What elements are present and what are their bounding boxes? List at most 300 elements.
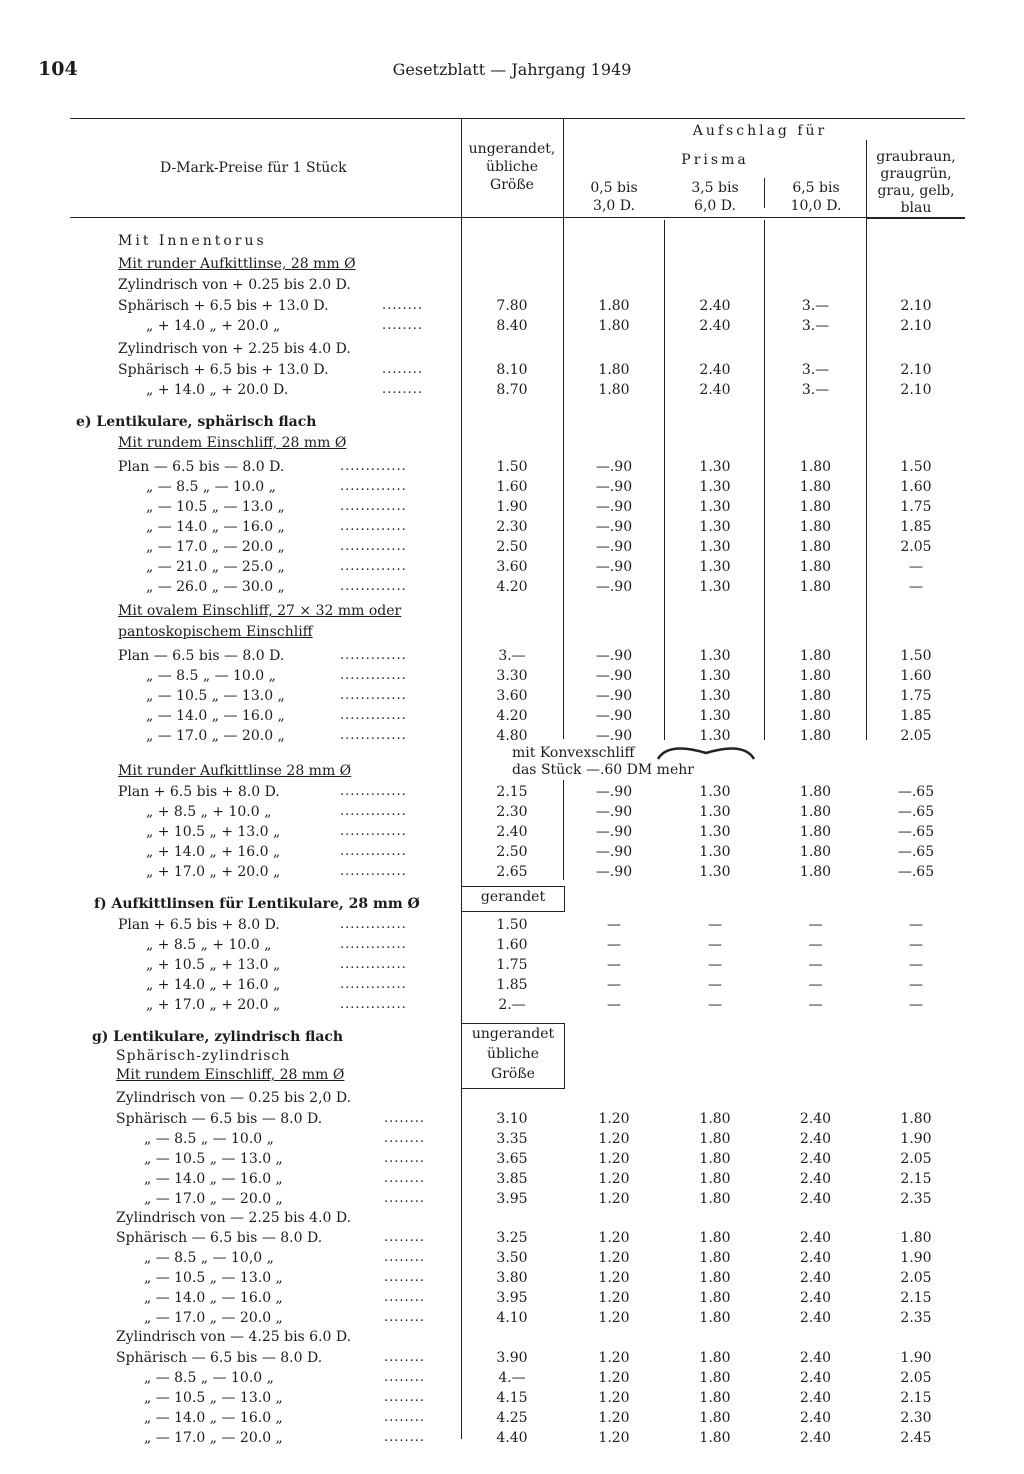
section-e-title: e) Lentikulare, sphärisch flach [76,414,317,430]
cell-value: 1.80 [799,648,832,664]
cell-value: 2.35 [900,1310,932,1326]
cell-value: 1.20 [598,1430,630,1446]
cell-value: — [708,937,722,953]
page-title: Gesetzblatt — Jahrgang 1949 [392,60,632,79]
cell-value: 8.10 [496,362,528,378]
cell-value: — [909,917,923,933]
leader-dots: ............. [340,804,407,819]
row-label: „ + 17.0 „ + 20.0 „ [146,864,281,880]
row-label: „ + 14.0 „ + 20.0 „ [146,318,281,334]
cell-value: 1.80 [699,1191,731,1207]
header-prisma-3: 6,5 bis 10,0 D. [790,180,842,214]
row-label: „ — 21.0 „ — 25.0 „ [146,559,285,575]
cell-value: —.65 [897,784,935,800]
leader-dots: ............. [340,559,407,574]
cell-value: 1.30 [699,844,731,860]
leader-dots: ............. [340,479,407,494]
row-label: „ — 17.0 „ — 20.0 „ [144,1430,283,1446]
cell-value: — [909,957,923,973]
cell-value: —.90 [595,824,633,840]
row-label: „ + 14.0 „ + 20.0 D. [146,382,289,398]
cell-value: 1.80 [799,479,832,495]
cell-value: 1.80 [799,459,832,475]
leader-dots: ........ [384,1310,426,1325]
cell-value: —.90 [595,539,633,555]
cell-value: 2.40 [799,1430,832,1446]
cell-value: 1.60 [900,479,932,495]
cell-value: 2.05 [900,539,932,555]
cell-value: 1.80 [799,559,832,575]
cell-value: 3.85 [496,1171,528,1187]
cell-value: 1.80 [598,362,630,378]
cell-value: 1.30 [699,479,731,495]
cell-value: — [808,997,823,1013]
cell-value: 3.25 [496,1230,528,1246]
leader-dots: ........ [384,1230,426,1245]
row-label: Plan — 6.5 bis — 8.0 D. [118,459,285,475]
section-e-sub3: Mit runder Aufkittlinse 28 mm Ø [118,763,352,779]
cell-value: 3.60 [496,559,528,575]
cell-value: 3.10 [496,1111,528,1127]
leader-dots: ............. [340,579,407,594]
cell-value: 1.20 [598,1350,630,1366]
leader-dots: ............. [340,917,407,932]
section-d-sub: Mit runder Aufkittlinse, 28 mm Ø [118,256,356,272]
cell-value: 1.80 [699,1131,731,1147]
cell-value: — [909,977,923,993]
cell-value: 2.15 [496,784,528,800]
cell-value: 3.95 [496,1191,528,1207]
leader-dots: ........ [382,298,424,313]
header-top-rule [70,118,965,119]
cell-value: 1.30 [699,539,731,555]
cell-value: 3.— [498,648,526,664]
cell-value: 1.30 [699,824,731,840]
cell-value: 1.75 [496,957,528,973]
cell-value: 1.50 [496,459,528,475]
cell-value: 1.80 [699,1430,731,1446]
cell-value: 1.80 [799,844,832,860]
cell-value: 1.20 [598,1390,630,1406]
cell-value: 8.40 [496,318,528,334]
cell-value: — [909,579,923,595]
cell-value: — [708,957,722,973]
cell-value: 1.75 [900,688,932,704]
cell-value: 1.20 [598,1310,630,1326]
row-label: „ — 8.5 „ — 10.0 „ [146,479,276,495]
cell-value: —.90 [595,844,633,860]
leader-dots: ........ [384,1370,426,1385]
row-label: „ — 8.5 „ — 10.0 „ [146,668,276,684]
cell-value: —.90 [595,519,633,535]
leader-dots: ............. [340,957,407,972]
cell-value: —.90 [595,579,633,595]
cell-value: 1.30 [699,708,731,724]
cell-value: 1.20 [598,1171,630,1187]
cell-value: —.90 [595,728,633,744]
cell-value: 4.10 [496,1310,528,1326]
cell-value: 1.80 [799,668,832,684]
cell-value: 2.— [498,997,526,1013]
cell-value: 2.40 [799,1290,832,1306]
cell-value: 2.05 [900,1270,932,1286]
cell-value: 1.80 [900,1230,932,1246]
row-label: „ — 26.0 „ — 30.0 „ [146,579,285,595]
row-label: Sphärisch + 6.5 bis + 13.0 D. [118,298,329,314]
cell-value: 2.40 [799,1111,832,1127]
cell-value: —.90 [595,648,633,664]
cell-value: 2.40 [799,1350,832,1366]
cell-value: 3.35 [496,1131,528,1147]
cell-value: 1.90 [496,499,528,515]
row-label: Sphärisch — 6.5 bis — 8.0 D. [116,1111,323,1127]
leader-dots: ............. [340,519,407,534]
cell-value: 2.05 [900,728,932,744]
row-label: „ — 10.5 „ — 13.0 „ [144,1151,283,1167]
cell-value: 1.80 [699,1171,731,1187]
cell-value: 3.90 [496,1350,528,1366]
leader-dots: ........ [384,1111,426,1126]
cell-value: 2.40 [699,382,731,398]
leader-dots: ........ [384,1410,426,1425]
cell-value: 1.80 [699,1151,731,1167]
section-f-title: f) Aufkittlinsen für Lentikulare, 28 mm Ø [94,896,420,912]
cell-value: 1.20 [598,1370,630,1386]
cell-value: — [708,977,722,993]
cell-value: — [909,997,923,1013]
leader-dots: ........ [384,1290,426,1305]
cell-value: 2.40 [799,1310,832,1326]
cell-value: — [808,917,823,933]
cell-value: 2.10 [900,298,932,314]
cell-value: 1.30 [699,519,731,535]
cell-value: 1.80 [699,1390,731,1406]
cell-value: —.90 [595,784,633,800]
cell-value: 1.30 [699,864,731,880]
row-label: „ — 8.5 „ — 10,0 „ [144,1250,274,1266]
leader-dots: ............. [340,824,407,839]
cell-value: 1.80 [799,688,832,704]
cell-value: 1.80 [699,1230,731,1246]
cell-value: 2.40 [799,1230,832,1246]
cell-value: 2.40 [799,1171,832,1187]
row-label: „ — 10.5 „ — 13.0 „ [146,499,285,515]
leader-dots: ............. [340,728,407,743]
cell-value: 1.80 [799,579,832,595]
header-prisma-1: 0,5 bis 3,0 D. [590,180,638,214]
cell-value: 2.40 [799,1390,832,1406]
cell-value: 1.30 [699,728,731,744]
cell-value: —.90 [595,688,633,704]
cell-value: 2.40 [699,298,731,314]
cell-value: 1.90 [900,1250,932,1266]
cell-value: 2.40 [799,1250,832,1266]
aufschlag-rule [866,218,965,219]
cell-value: 2.10 [900,382,932,398]
row-label: Plan + 6.5 bis + 8.0 D. [118,784,280,800]
cell-value: 1.80 [799,708,832,724]
row-label: „ — 17.0 „ — 20.0 „ [144,1310,283,1326]
cell-value: 1.75 [900,499,932,515]
cell-value: 2.50 [496,539,528,555]
cell-value: 3.— [801,318,830,334]
section-g-sub2: Mit rundem Einschliff, 28 mm Ø [116,1067,345,1083]
cell-value: 4.80 [496,728,528,744]
cell-value: 1.60 [496,479,528,495]
cell-value: 3.— [801,362,830,378]
cell-value: 2.30 [496,804,528,820]
cell-value: —.90 [595,668,633,684]
cell-value: 1.80 [799,519,832,535]
cell-value: — [708,997,722,1013]
cell-value: 1.30 [699,804,731,820]
header-ungerandet: ungerandet, übliche Größe [468,141,556,193]
cell-value: 1.20 [598,1230,630,1246]
leader-dots: ........ [384,1250,426,1265]
row-label: „ + 8.5 „ + 10.0 „ [146,937,272,953]
cell-value: 1.85 [900,708,932,724]
section-d-zyl1: Zylindrisch von + 0.25 bis 2.0 D. [118,277,351,293]
cell-value: 1.80 [799,784,832,800]
header-aufschlag: Aufschlag für [692,123,828,139]
leader-dots: ............. [340,977,407,992]
cell-value: 1.30 [699,668,731,684]
cell-value: 2.15 [900,1171,932,1187]
cell-value: 2.40 [799,1410,832,1426]
cell-value: 1.85 [496,977,528,993]
header-prisma-2: 3,5 bis 6,0 D. [691,180,739,214]
row-label: „ — 14.0 „ — 16.0 „ [146,708,285,724]
leader-dots: ............. [340,668,407,683]
cell-value: 2.30 [900,1410,932,1426]
row-label: „ — 14.0 „ — 16.0 „ [144,1290,283,1306]
leader-dots: ........ [384,1151,426,1166]
row-label: Plan + 6.5 bis + 8.0 D. [118,917,280,933]
cell-value: — [708,917,722,933]
row-label: „ — 17.0 „ — 20.0 „ [146,728,285,744]
row-label: „ + 14.0 „ + 16.0 „ [146,977,281,993]
cell-value: 2.05 [900,1370,932,1386]
section-e-sub2b: pantoskopischem Einschliff [118,624,313,640]
cell-value: — [909,937,923,953]
leader-dots: ........ [384,1390,426,1405]
header-bottom-rule [70,217,965,218]
cell-value: 3.95 [496,1290,528,1306]
cell-value: 1.90 [900,1350,932,1366]
leader-dots: ............. [340,864,407,879]
header-tint: graubraun, graugrün, grau, gelb, blau [876,149,956,216]
cell-value: — [607,997,621,1013]
cell-value: 2.35 [900,1191,932,1207]
cell-value: 8.70 [496,382,528,398]
section-g-sub1: Sphärisch-zylindrisch [116,1048,291,1064]
cell-value: 1.50 [496,917,528,933]
cell-value: 1.50 [900,459,932,475]
row-label: „ — 14.0 „ — 16.0 „ [146,519,285,535]
cell-value: 4.20 [496,708,528,724]
cell-value: 1.80 [799,824,832,840]
cell-value: —.90 [595,708,633,724]
section-g-zyl1: Zylindrisch von — 0.25 bis 2,0 D. [116,1090,352,1106]
leader-dots: ........ [384,1131,426,1146]
row-label: „ — 10.5 „ — 13.0 „ [146,688,285,704]
cell-value: 1.80 [799,499,832,515]
cell-value: 2.15 [900,1390,932,1406]
cell-value: 1.20 [598,1290,630,1306]
konvex-note-2: das Stück —.60 DM mehr [512,762,694,778]
section-g-zyl2: Zylindrisch von — 2.25 bis 4.0 D. [116,1210,352,1226]
cell-value: 1.80 [598,298,630,314]
row-label: Sphärisch — 6.5 bis — 8.0 D. [116,1350,323,1366]
cell-value: —.90 [595,499,633,515]
cell-value: —.65 [897,864,935,880]
cell-value: 2.40 [699,362,731,378]
row-label: „ + 10.5 „ + 13.0 „ [146,957,281,973]
cell-value: 1.80 [799,864,832,880]
cell-value: 2.65 [496,864,528,880]
leader-dots: ........ [384,1171,426,1186]
row-label: Plan — 6.5 bis — 8.0 D. [118,648,285,664]
section-e-sub2a: Mit ovalem Einschliff, 27 × 32 mm oder [118,603,402,619]
cell-value: 1.80 [699,1410,731,1426]
ungerandet-box: ungerandet übliche Größe [461,1023,565,1089]
leader-dots: ............. [340,539,407,554]
cell-value: 1.30 [699,579,731,595]
section-d-zyl2: Zylindrisch von + 2.25 bis 4.0 D. [118,341,351,357]
leader-dots: ............. [340,648,407,663]
cell-value: —.65 [897,844,935,860]
cell-value: 1.80 [598,382,630,398]
cell-value: 1.20 [598,1191,630,1207]
leader-dots: ............. [340,688,407,703]
leader-dots: ........ [382,382,424,397]
cell-value: 1.30 [699,784,731,800]
page-number: 104 [38,58,78,80]
cell-value: 2.15 [900,1290,932,1306]
cell-value: 1.20 [598,1111,630,1127]
cell-value: 1.80 [699,1290,731,1306]
cell-value: 1.20 [598,1410,630,1426]
row-label: „ — 8.5 „ — 10.0 „ [144,1370,274,1386]
cell-value: 4.25 [496,1410,528,1426]
cell-value: — [808,937,823,953]
leader-dots: ........ [384,1191,426,1206]
cell-value: 2.10 [900,318,932,334]
cell-value: 1.80 [900,1111,932,1127]
leader-dots: ........ [384,1350,426,1365]
cell-value: 3.— [801,382,830,398]
row-label: „ + 17.0 „ + 20.0 „ [146,997,281,1013]
cell-value: — [909,559,923,575]
cell-value: 2.40 [799,1270,832,1286]
cell-value: — [607,977,621,993]
cell-value: 1.30 [699,559,731,575]
cell-value: 1.85 [900,519,932,535]
cell-value: — [607,957,621,973]
row-label: Sphärisch + 6.5 bis + 13.0 D. [118,362,329,378]
cell-value: —.90 [595,864,633,880]
cell-value: 7.80 [496,298,528,314]
leader-dots: ............. [340,844,407,859]
cell-value: 1.80 [699,1270,731,1286]
cell-value: 4.40 [496,1430,528,1446]
leader-dots: ............. [340,708,407,723]
cell-value: 4.20 [496,579,528,595]
cell-value: 1.90 [900,1131,932,1147]
konvex-note-1: mit Konvexschliff [512,745,635,761]
cell-value: —.90 [595,479,633,495]
cell-value: —.65 [897,824,935,840]
leader-dots: ........ [382,318,424,333]
cell-value: 3.60 [496,688,528,704]
row-label: „ — 8.5 „ — 10.0 „ [144,1131,274,1147]
cell-value: —.90 [595,804,633,820]
cell-value: 3.50 [496,1250,528,1266]
cell-value: 2.10 [900,362,932,378]
cell-value: 2.50 [496,844,528,860]
cell-value: — [808,977,823,993]
cell-value: 1.60 [900,668,932,684]
cell-value: —.65 [897,804,935,820]
cell-value: 1.80 [799,804,832,820]
cell-value: 1.80 [799,728,832,744]
cell-value: 1.30 [699,648,731,664]
cell-value: 2.40 [799,1151,832,1167]
cell-value: 2.05 [900,1151,932,1167]
leader-dots: ........ [384,1270,426,1285]
cell-value: — [607,917,621,933]
cell-value: 1.60 [496,937,528,953]
cell-value: 1.80 [699,1350,731,1366]
row-label: „ + 8.5 „ + 10.0 „ [146,804,272,820]
cell-value: 1.80 [598,318,630,334]
leader-dots: ............. [340,499,407,514]
row-label: „ — 17.0 „ — 20.0 „ [144,1191,283,1207]
cell-value: 3.65 [496,1151,528,1167]
cell-value: 1.20 [598,1270,630,1286]
cell-value: —.90 [595,559,633,575]
cell-value: 1.30 [699,499,731,515]
header-desc: D-Mark-Preise für 1 Stück [160,160,347,176]
row-label: „ + 10.5 „ + 13.0 „ [146,824,281,840]
cell-value: 1.20 [598,1131,630,1147]
section-g-zyl3: Zylindrisch von — 4.25 bis 6.0 D. [116,1329,352,1345]
cell-value: 3.30 [496,668,528,684]
header-prisma: Prisma [681,152,749,168]
leader-dots: ............. [340,459,407,474]
row-label: Sphärisch — 6.5 bis — 8.0 D. [116,1230,323,1246]
row-label: „ — 14.0 „ — 16.0 „ [144,1410,283,1426]
cell-value: 1.80 [699,1370,731,1386]
cell-value: 1.50 [900,648,932,664]
cell-value: 4.15 [496,1390,528,1406]
cell-value: 4.— [498,1370,526,1386]
row-label: „ — 10.5 „ — 13.0 „ [144,1270,283,1286]
section-e-sub1: Mit rundem Einschliff, 28 mm Ø [118,435,347,451]
row-label: „ — 14.0 „ — 16.0 „ [144,1171,283,1187]
cell-value: 1.80 [799,539,832,555]
cell-value: 2.40 [699,318,731,334]
leader-dots: ............. [340,784,407,799]
cell-value: 2.45 [900,1430,932,1446]
gerandet-label: gerandet [461,886,565,912]
cell-value: 3.— [801,298,830,314]
cell-value: 2.40 [496,824,528,840]
leader-dots: ............. [340,937,407,952]
cell-value: 1.20 [598,1250,630,1266]
cell-value: —.90 [595,459,633,475]
row-label: „ — 17.0 „ — 20.0 „ [146,539,285,555]
